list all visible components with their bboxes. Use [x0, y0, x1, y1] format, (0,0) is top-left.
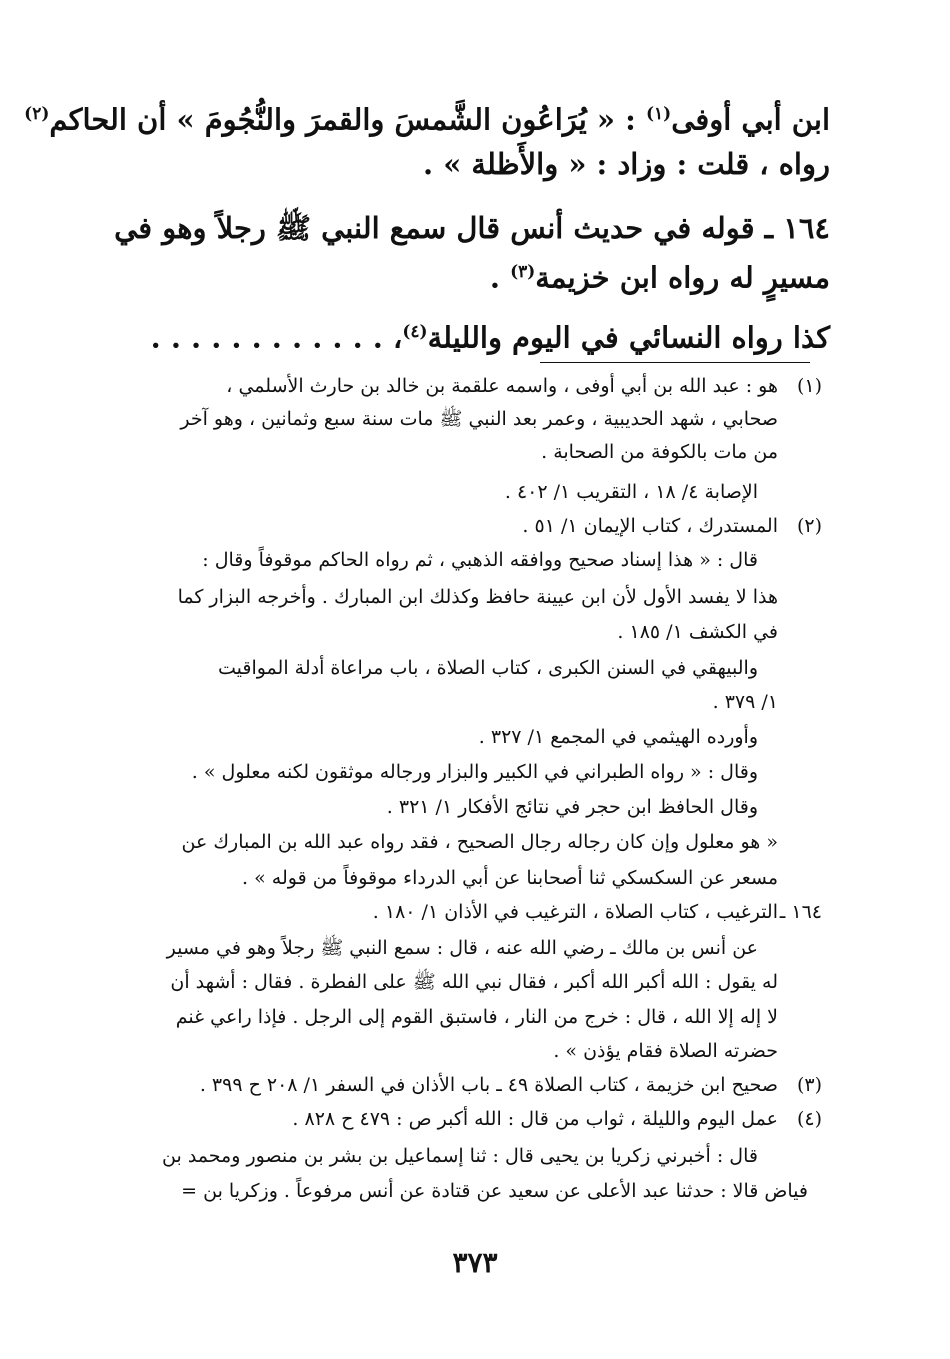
- footnote-1-line: الإصابة ٤/ ١٨ ، التقريب ١/ ٤٠٢ .: [504, 481, 758, 503]
- footnote-164-line: حضرته الصلاة فقام يؤذن » .: [553, 1040, 778, 1062]
- footnote-ref-3: (٣): [510, 262, 536, 282]
- footnote-4-line: عمل اليوم والليلة ، ثواب من قال : الله أكبر ص : ٤٧٩ ح ٨٢٨ .: [292, 1108, 778, 1130]
- footnote-2-line: قال : « هذا إسناد صحيح ووافقه الذهبي ، ثم رواه الحاكم موقوفاً وقال :: [202, 549, 758, 571]
- footnote-2-line: المستدرك ، كتاب الإيمان ١/ ٥١ .: [522, 515, 778, 537]
- footnote-4-line: قال : أخبرني زكريا بن يحيى قال : ثنا إسماعيل بن بشر بن منصور ومحمد بن: [162, 1145, 758, 1167]
- footnote-164-line: له يقول : الله أكبر الله أكبر ، فقال نبي الله ﷺ على الفطرة . فقال : أشهد أن: [170, 971, 778, 993]
- footnote-4-line: فياض قالا : حدثنا عبد الأعلى عن سعيد عن قتادة عن أنس مرفوعاً . وزكريا بن =: [181, 1180, 808, 1202]
- footnote-1-line: صحابي ، شهد الحديبية ، وعمر بعد النبي ﷺ مات سنة سبع وثمانين ، وهو آخر: [180, 408, 778, 430]
- footnote-1-line: هو : عبد الله بن أبي أوفى ، واسمه علقمة بن خالد بن حارث الأسلمي ،: [226, 375, 778, 397]
- page-number: ٣٧٣: [452, 1246, 498, 1279]
- main-line-5-text: كذا رواه النسائي في اليوم والليلة: [427, 320, 830, 355]
- footnote-4-number: (٤): [796, 1108, 822, 1130]
- footnote-ref-1: (١): [645, 104, 672, 124]
- footnote-2-line: « هو معلول وإن كان رجاله رجال الصحيح ، فقد رواه عبد الله بن المبارك عن: [181, 831, 778, 853]
- footnote-164-line: لا إله إلا الله ، قال : خرج من النار ، فاستبق القوم إلى الرجل . فإذا راعي غنم: [175, 1006, 778, 1028]
- footnote-2-line: والبيهقي في السنن الكبرى ، كتاب الصلاة ، باب مراعاة أدلة المواقيت: [217, 657, 758, 679]
- main-text-line-4: [100, 250, 830, 300]
- footnote-2-number: (٢): [796, 515, 822, 537]
- footnote-ref-4: (٤): [402, 322, 428, 342]
- footnote-2-line: ١/ ٣٧٩ .: [712, 691, 778, 713]
- main-text-line-2: رواه ، قلت : وزاد : « والأَظلة » .: [423, 147, 830, 181]
- footnote-1-number: (١): [796, 375, 822, 397]
- footnote-1-line: من مات بالكوفة من الصحابة .: [541, 441, 778, 463]
- main-text-line-5: [100, 310, 830, 360]
- footnote-2-line: وقال : « رواه الطبراني في الكبير والبزار ورجاله موثقون لكنه معلول » .: [191, 761, 758, 783]
- main-line-1-start: ابن أبي أوفى: [671, 102, 830, 137]
- footnote-2-line: هذا لا يفسد الأول لأن ابن عيينة حافظ وكذلك ابن المبارك . وأخرجه البزار كما: [177, 586, 778, 608]
- footnote-164-line: عن أنس بن مالك ـ رضي الله عنه ، قال : سمع النبي ﷺ رجلاً وهو في مسير: [166, 937, 758, 959]
- footnote-164-line: الترغيب ، كتاب الصلاة ، الترغيب في الأذان ١/ ١٨٠ .: [372, 901, 778, 923]
- footnote-2-line: وأورده الهيثمي في المجمع ١/ ٣٢٧ .: [478, 726, 758, 748]
- footnote-3-line: صحيح ابن خزيمة ، كتاب الصلاة ٤٩ ـ باب الأذان في السفر ١/ ٢٠٨ ح ٣٩٩ .: [199, 1074, 778, 1096]
- main-text-line-3: ١٦٤ ـ قوله في حديث أنس قال سمع النبي ﷺ رجلاً وهو في: [114, 211, 830, 245]
- footnote-ref-2: (٢): [24, 104, 50, 124]
- main-line-4-end: .: [489, 260, 511, 295]
- footnote-2-line: وقال الحافظ ابن حجر في نتائج الأفكار ١/ ٣٢١ .: [386, 796, 758, 818]
- main-line-4-text: مسيرٍ له رواه ابن خزيمة: [535, 260, 830, 295]
- footnote-164-number: ١٦٤ ـ: [779, 901, 822, 923]
- main-line-1-quote: : « يُرَاعُون الشَّمسَ والقمرَ والنُّجُومَ » أن الحاكم: [49, 102, 646, 137]
- main-text-line-1: [24, 92, 830, 142]
- main-line-5-dots: ، . . . . . . . . . . . .: [150, 320, 403, 355]
- footnote-2-line: مسعر عن السكسكي ثنا أصحابنا عن أبي الدرداء موقوفاً من قوله » .: [242, 867, 778, 889]
- footnote-separator: [540, 362, 810, 363]
- footnote-3-number: (٣): [796, 1074, 822, 1096]
- footnote-2-line: في الكشف ١/ ١٨٥ .: [617, 621, 778, 643]
